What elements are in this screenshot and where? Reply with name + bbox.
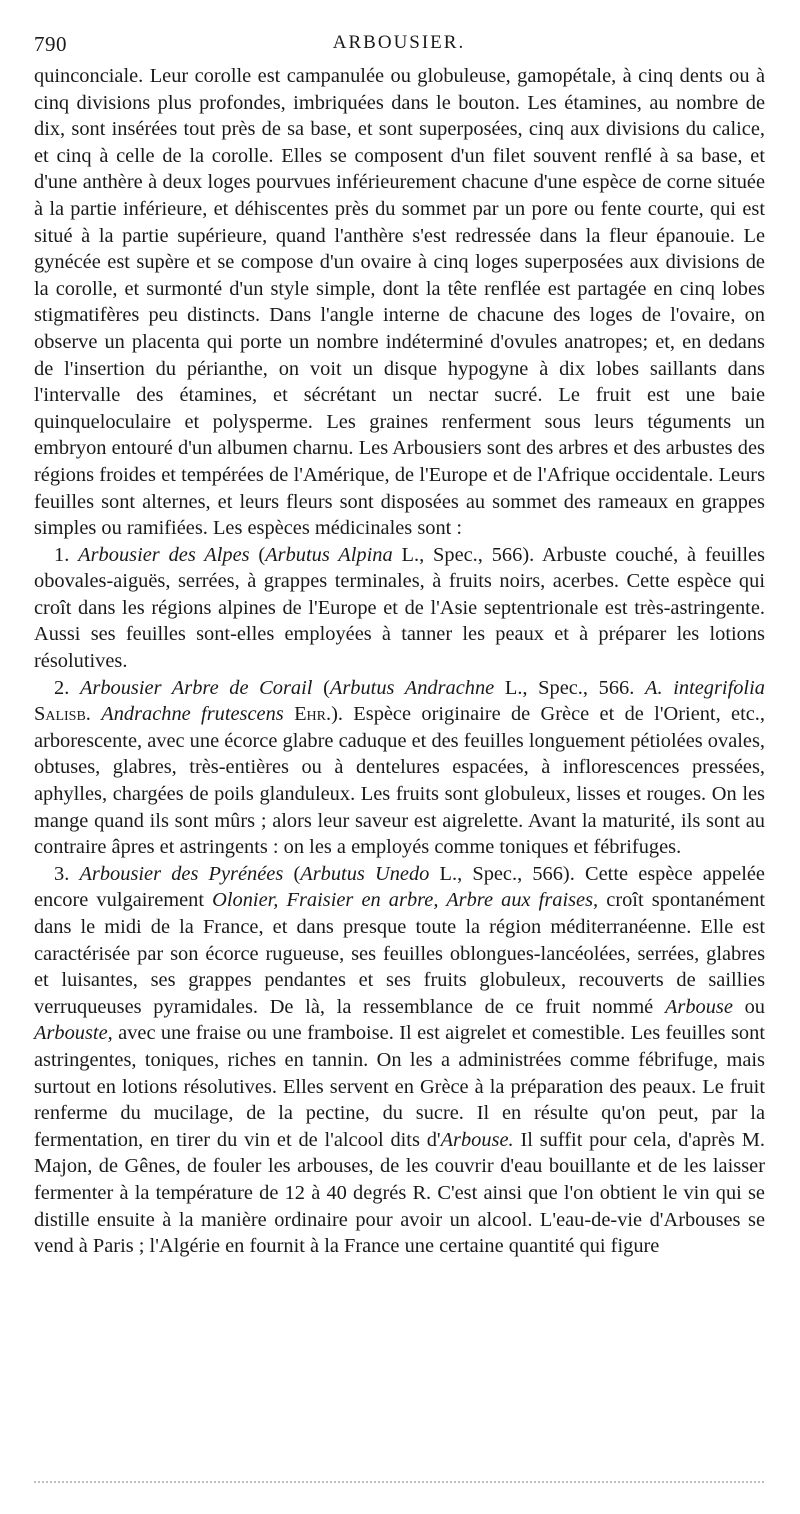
species-description: Espèce originaire de Grèce et de l'Orient, etc., arborescente, avec une écorce glabre caduque et des feuilles longuement pétiolées ovales, obtuses, glabres, très-entières ou à dentelures espacées, à inflorescences pressées, aphylles, chargées de poils glanduleux. Les fruits sont globuleux, lisses et rouges. On les mange quand ils sont mûrs ; alors leur saveur est aigrelette. Avant la maturité, ils sont au contraire âpres et astringents : on les a employés comme toniques et fébrifuges. [34, 703, 765, 859]
species-latin-name: Arbutus Alpina [265, 543, 393, 566]
fruit-name: Arbouse [664, 995, 733, 1018]
species-synonym-author: Ehr.). [294, 703, 343, 726]
species-description: croît spontanément dans le midi de la France, et dans presque toute la région méditerranéenne. Elle est caractérisée par son écorce rugueuse, ses feuilles oblongues-lancéolées, serrées, glabres et luisantes, ses grappes pendantes et ses fruits globuleux, recouverts de saillies verruqueuses pyramidales. De là, la ressemblance de ce fruit nommé [34, 889, 765, 1018]
species-number: 2. [54, 676, 70, 699]
species-vernacular-names: Olonier, Fraisier en arbre, Arbre aux fraises, [212, 889, 599, 912]
species-latin-name: Arbutus Andrachne [329, 676, 495, 699]
body-text [34, 63, 765, 1260]
species-description: avec une fraise ou une framboise. Il est aigrelet et comestible. Les feuilles sont astringentes, toniques, riches en tannin. On les a administrées comme fébrifuge, mais surtout en lotions résolutives. Elles servent en Grèce à la préparation des peaux. Le fruit renferme du mucilage, de la pectine, du sucre. Il en résulte qu'on peut, par la fermentation, en tirer du vin et de l'alcool dits d' [34, 1022, 765, 1151]
page-number: 790 [34, 32, 67, 56]
running-title: ARBOUSIER. [332, 32, 466, 53]
fruit-name: Arbouste, [34, 1022, 113, 1045]
species-common-name: Arbousier Arbre de Corail [79, 676, 313, 699]
species-description: Cette espèce appelée encore vulgairement [34, 862, 765, 912]
conjunction: ou [744, 995, 765, 1018]
intro-paragraph: quinconciale. Leur corolle est campanulée ou globuleuse, gamopétale, à cinq dents ou à cinq divisions plus profondes, imbriquées dans le bouton. Les étamines, au nombre de dix, sont insérées tout près de sa base, et sont superposées, cinq aux divisions du calice, et cinq à celle de la corolle. Elles se composent d'un filet souvent renflé à sa base, et d'une anthère à deux loges pourvues inférieurement chacune d'une espèce de corne située à la partie inférieure, et déhiscentes près du sommet par un pore ou fente courte, qui est situé à la partie supérieure, quand l'anthère s'est redressée dans la fleur épanouie. Le gynécée est supère et se compose d'un ovaire à cinq loges superposées aux divisions de la corolle, et surmonté d'un style simple, dont la tête renflée est partagée en cinq lobes stigmatifères peu distincts. Dans l'angle interne de chacune des loges de l'ovaire, on observe un placenta qui porte un nombre indéterminé d'ovules anatropes; et, en dedans de l'insertion du périanthe, on voit un disque hypogyne à dix lobes saillants dans l'intervalle des étamines, et sécrétant un nectar sucré. Le fruit est une baie quinqueloculaire et polysperme. Les graines renferment sous leurs téguments un embryon entouré d'un albumen charnu. Les Arbousiers sont des arbres et des arbustes des régions froides et tempérées de l'Amérique, de l'Europe et de l'Afrique occidentale. Leurs feuilles sont alternes, et leurs fleurs sont disposées au sommet des rameaux en grappes simples ou ramifiées. Les espèces médicinales sont : [34, 65, 765, 540]
species-synonym: A. integrifolia [645, 676, 765, 699]
species-author-ref: L., Spec., 566). [401, 543, 535, 566]
page-header [34, 30, 764, 60]
species-common-name: Arbousier des Alpes [78, 543, 250, 566]
species-description: Il suffit pour cela, d'après M. Majon, de Gênes, de fouler les arbouses, de les couvrir d'eau bouillante et de les laisser fermenter à la température de 12 à 40 degrés R. C'est ainsi que l'on obtient le vin qui se distille ensuite à la manière ordinaire pour avoir un alcool. L'eau-de-vie d'Arbouses se vend à Paris ; l'Algérie en fournit à la France une certaine quantité qui figure [34, 1128, 765, 1258]
footer-rule [34, 1481, 764, 1483]
species-synonym-author: Salisb. [34, 703, 91, 726]
species-number: 3. [54, 862, 70, 885]
species-common-name: Arbousier des Pyrénées [79, 862, 284, 885]
species-description: Arbuste couché, à feuilles obovales-aiguës, serrées, à grappes terminales, à fruits noirs, acerbes. Cette espèce qui croît dans les régions alpines de l'Europe et de l'Asie septentrionale est très-astringente. Aussi ses feuilles sont-elles employées à tanner les peaux et à préparer les lotions résolutives. [34, 543, 765, 673]
alcohol-name: Arbouse. [440, 1128, 514, 1151]
species-entry-3: 3. Arbousier des Pyrénées (Arbutus Unedo L., Spec., 566). Cette espèce appelée encore vulgairement Olonier, Fraisier en arbre, Arbre aux fraises, croît spontanément dans le midi de la France, et dans presque toute la région méditerranéenne. Elle est caractérisée par son écorce rugueuse, ses feuilles oblongues-lancéolées, serrées, glabres et luisantes, ses grappes pendantes et ses fruits globuleux, recouverts de saillies verruqueuses pyramidales. De là, la ressemblance de ce fruit nommé Arbouse ou Arbouste, avec une fraise ou une framboise. Il est aigrelet et comestible. Les feuilles sont astringentes, toniques, riches en tannin. On les a administrées comme fébrifuge, mais surtout en lotions résolutives. Elles servent en Grèce à la préparation des peaux. Le fruit renferme du mucilage, de la pectine, du sucre. Il en résulte qu'on peut, par la fermentation, en tirer du vin et de l'alcool dits d'Arbouse. Il suffit pour cela, d'après M. Majon, de Gênes, de fouler les arbouses, de les couvrir d'eau bouillante et de les laisser fermenter à la température de 12 à 40 degrés R. C'est ainsi que l'on obtient le vin qui se distille ensuite à la manière ordinaire pour avoir un alcool. L'eau-de-vie d'Arbouses se vend à Paris ; l'Algérie en fournit à la France une certaine quantité qui figure [34, 862, 765, 1258]
species-author-ref: L., Spec., 566. [504, 676, 635, 699]
species-latin-name: Arbutus Unedo [300, 862, 430, 885]
species-entry-2: 2. Arbousier Arbre de Corail (Arbutus Andrachne L., Spec., 566. A. integrifolia Salisb. Andrachne frutescens Ehr.). Espèce originaire de Grèce et de l'Orient, etc., arborescente, avec une écorce glabre caduque et des feuilles longuement pétiolées ovales, obtuses, glabres, très-entières ou à dentelures espacées, à inflorescences pressées, aphylles, chargées de poils glanduleux. Les fruits sont globuleux, lisses et rouges. On les mange quand ils sont mûrs ; alors leur saveur est aigrelette. Avant la maturité, ils sont au contraire âpres et astringents : on les a employés comme toniques et fébrifuges. [34, 676, 765, 859]
species-entry-1: 1. Arbousier des Alpes (Arbutus Alpina L., Spec., 566). Arbuste couché, à feuilles obovales-aiguës, serrées, à grappes terminales, à fruits noirs, acerbes. Cette espèce qui croît dans les régions alpines de l'Europe et de l'Asie septentrionale est très-astringente. Aussi ses feuilles sont-elles employées à tanner les peaux et à préparer les lotions résolutives. [34, 543, 765, 673]
species-synonym: Andrachne frutescens [101, 703, 284, 726]
species-number: 1. [54, 543, 70, 566]
species-author-ref: L., Spec., 566). [439, 862, 575, 885]
